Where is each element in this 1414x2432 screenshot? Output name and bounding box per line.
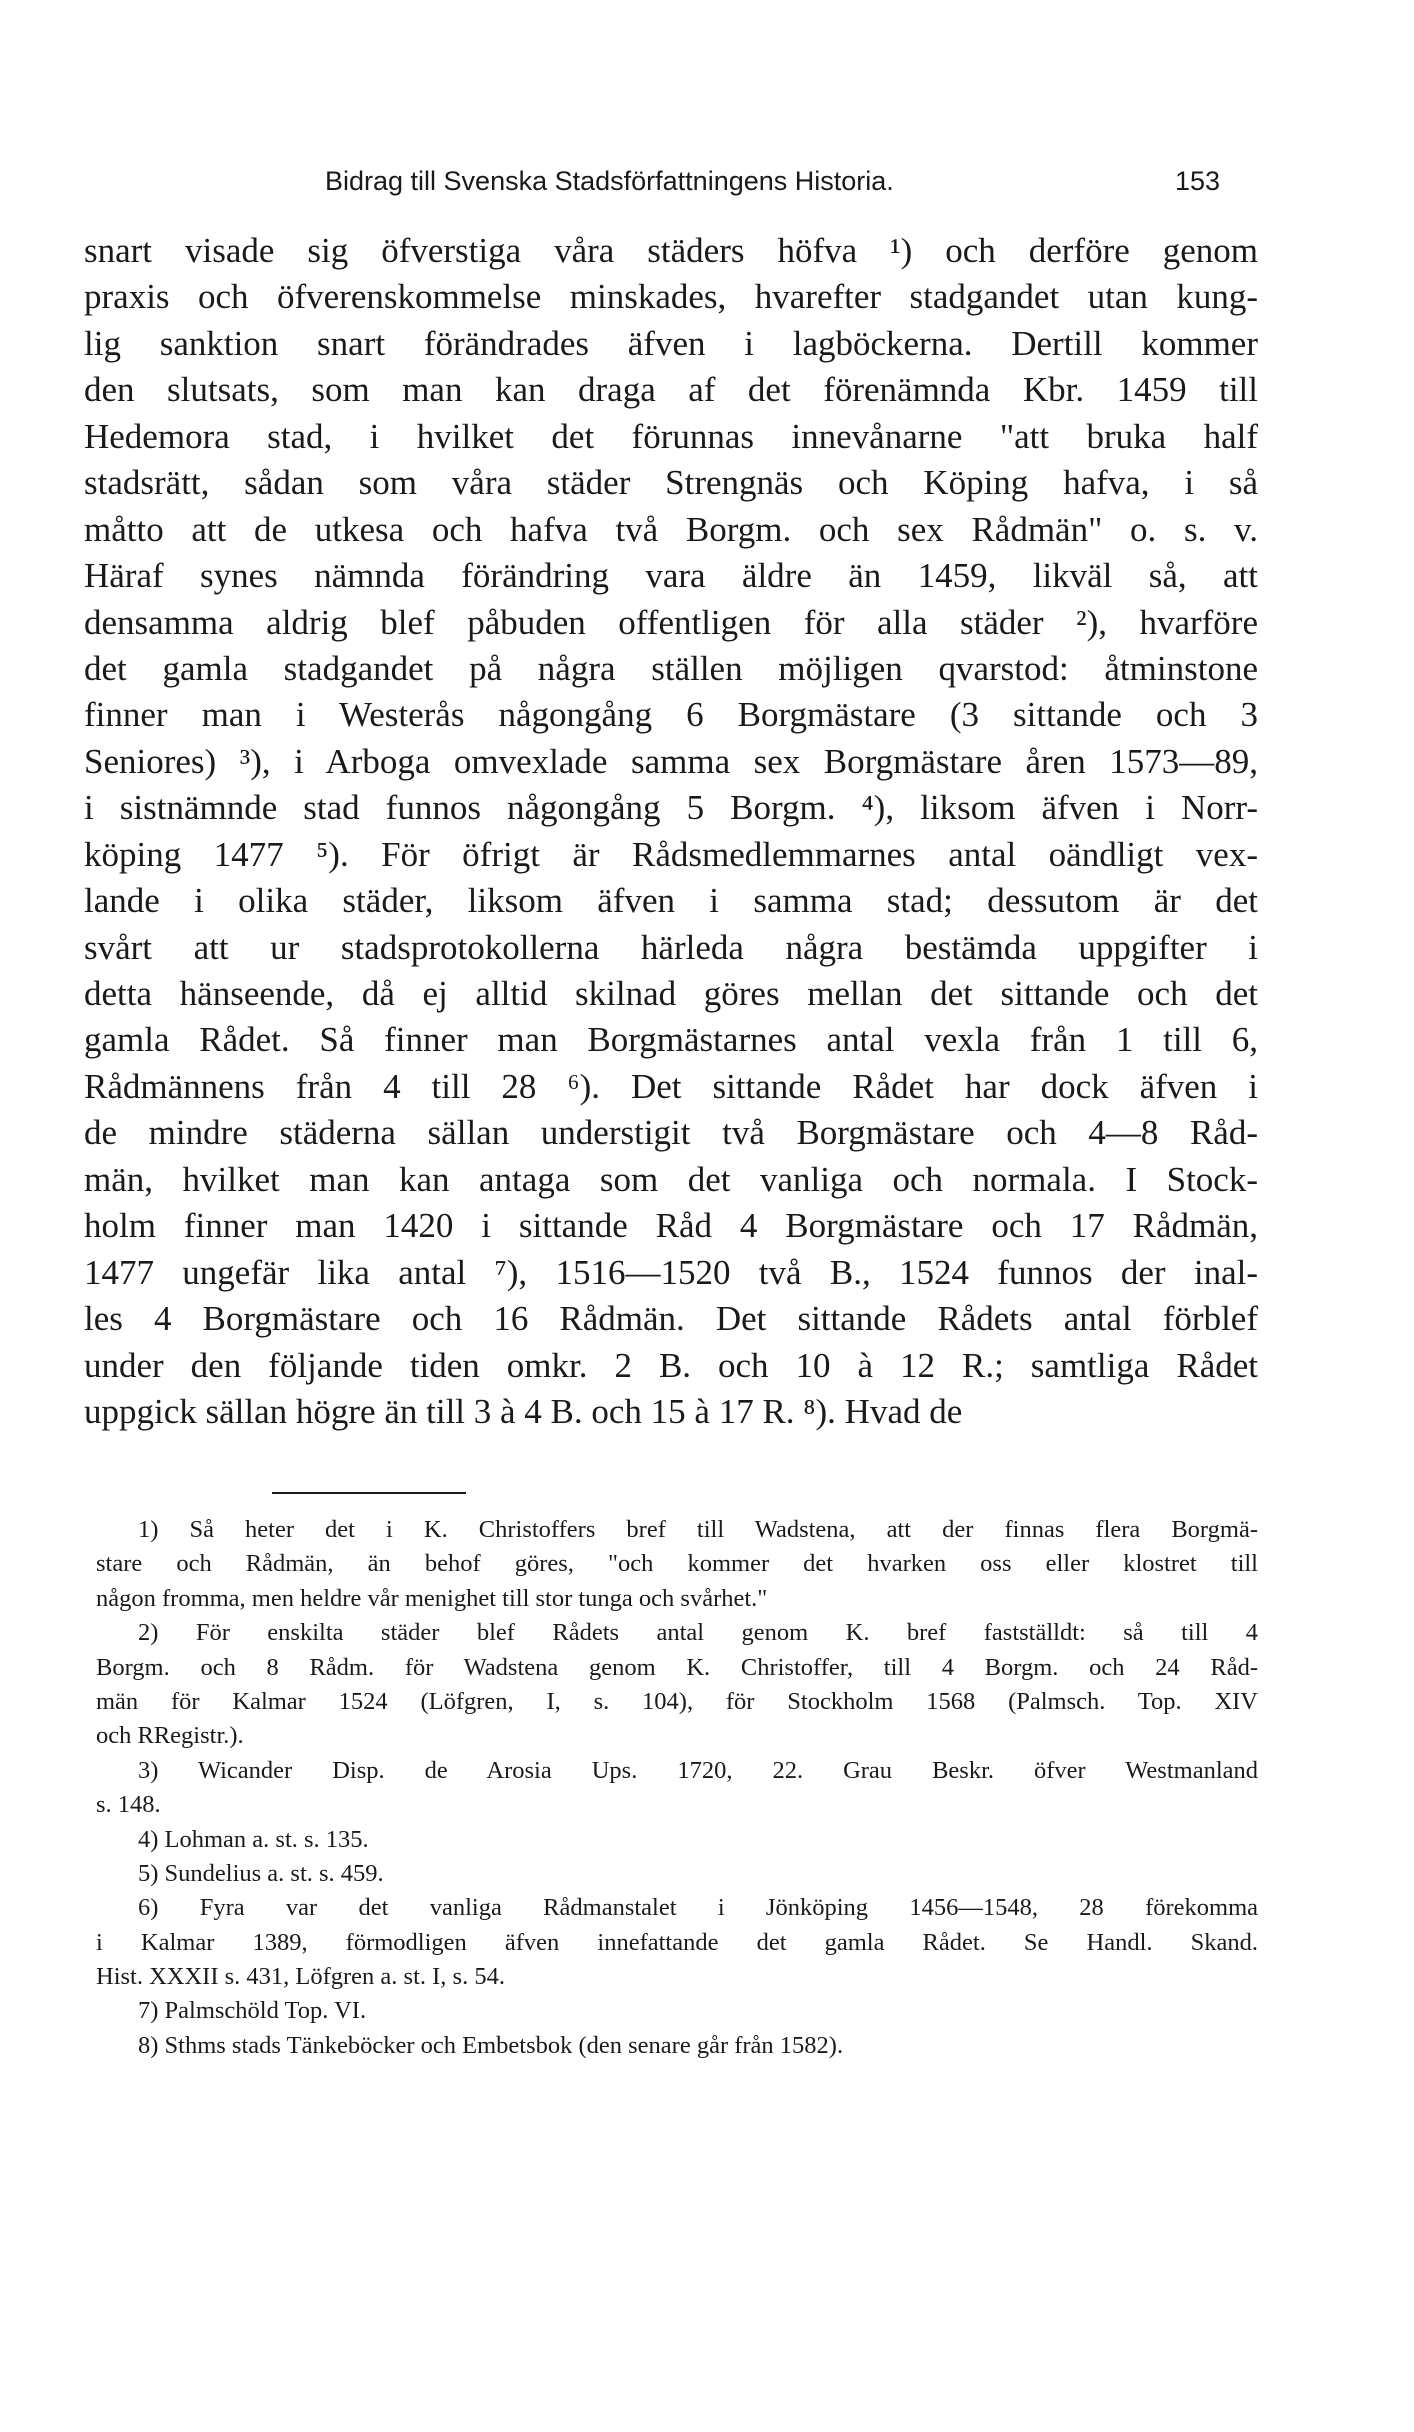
footnote-line: och RRegistr.). xyxy=(96,1722,244,1750)
footnote-line: 4) Lohman a. st. s. 135. xyxy=(138,1825,369,1853)
body-line: detta hänseende, då ej alltid skilnad göres mellan det sittande och det xyxy=(84,974,1258,1013)
footnote-line: 5) Sundelius a. st. s. 459. xyxy=(138,1859,384,1887)
footnote-line: någon fromma, men heldre vår menighet till stor tunga och svårhet." xyxy=(96,1584,768,1612)
body-line: uppgick sällan högre än till 3 à 4 B. och 15 à 17 R. ⁸). Hvad de xyxy=(84,1391,963,1431)
body-line: finner man i Westerås någongång 6 Borgmästare (3 sittande och 3 xyxy=(84,695,1258,735)
body-line: snart visade sig öfverstiga våra städers höfva ¹) och derföre genom xyxy=(84,231,1258,270)
body-line: måtto att de utkesa och hafva två Borgm. och sex Rådmän" o. s. v. xyxy=(84,509,1258,549)
body-line: 1477 ungefär lika antal ⁷), 1516—1520 två B., 1524 funnos der inal- xyxy=(84,1252,1258,1292)
footnote-line: 6) Fyra var det vanliga Rådmanstalet i Jönköping 1456—1548, 28 förekomma xyxy=(138,1894,1258,1922)
body-line: holm finner man 1420 i sittande Råd 4 Borgmästare och 17 Rådmän, xyxy=(84,1206,1258,1246)
footnote-line: 2) För enskilta städer blef Rådets antal genom K. bref fastställdt: så till 4 xyxy=(138,1619,1258,1647)
body-line: densamma aldrig blef påbuden offentligen för alla städer ²), hvarföre xyxy=(84,602,1258,642)
footnotes xyxy=(96,1513,1258,2063)
footnote-line: i Kalmar 1389, förmodligen äfven innefattande det gamla Rådet. Se Handl. Skand. xyxy=(96,1928,1258,1956)
body-line: under den följande tiden omkr. 2 B. och 10 à 12 R.; samtliga Rådet xyxy=(84,1345,1258,1385)
body-line: lande i olika städer, liksom äfven i samma stad; dessutom är det xyxy=(84,881,1258,921)
body-line: män, hvilket man kan antaga som det vanliga och normala. I Stock- xyxy=(84,1159,1258,1199)
running-title: Bidrag till Svenska Stadsförfattningens Historia. xyxy=(325,166,894,196)
body-line: Rådmännens från 4 till 28 ⁶). Det sittande Rådet har dock äfven i xyxy=(84,1066,1258,1106)
footnote-line: 7) Palmschöld Top. VI. xyxy=(138,1997,367,2025)
body-line: gamla Rådet. Så finner man Borgmästarnes antal vexla från 1 till 6, xyxy=(84,1020,1258,1060)
footnote-divider xyxy=(272,1492,466,1494)
body-line: den slutsats, som man kan draga af det förenämnda Kbr. 1459 till xyxy=(84,370,1258,410)
body-line: praxis och öfverenskommelse minskades, hvarefter stadgandet utan kung- xyxy=(84,277,1258,317)
body-line: stadsrätt, sådan som våra städer Strengnäs och Köping hafva, i så xyxy=(84,463,1258,503)
body-text xyxy=(84,228,1258,1435)
footnote-line: Hist. XXXII s. 431, Löfgren a. st. I, s. 54. xyxy=(96,1963,505,1991)
body-line: Hedemora stad, i hvilket det förunnas innevånarne "att bruka half xyxy=(84,416,1258,456)
footnote-line: 3) Wicander Disp. de Arosia Ups. 1720, 22. Grau Beskr. öfver Westmanland xyxy=(138,1756,1258,1784)
body-line: det gamla stadgandet på några ställen möjligen qvarstod: åtminstone xyxy=(84,648,1258,688)
footnote-line: män för Kalmar 1524 (Löfgren, I, s. 104), för Stockholm 1568 (Palmsch. Top. XIV xyxy=(96,1687,1258,1715)
body-line: köping 1477 ⁵). För öfrigt är Rådsmedlemmarnes antal oändligt vex- xyxy=(84,834,1258,874)
footnote-line: s. 148. xyxy=(96,1791,161,1819)
body-line: svårt att ur stadsprotokollerna härleda några bestämda uppgifter i xyxy=(84,927,1258,967)
body-line: les 4 Borgmästare och 16 Rådmän. Det sittande Rådets antal förblef xyxy=(84,1299,1258,1339)
page-number: 153 xyxy=(1174,166,1220,196)
running-header xyxy=(325,166,1220,206)
body-line: Häraf synes nämnda förändring vara äldre än 1459, likväl så, att xyxy=(84,556,1258,596)
footnote-line: 1) Så heter det i K. Christoffers bref till Wadstena, att der finnas flera Borgmä- xyxy=(138,1516,1258,1543)
body-line: de mindre städerna sällan understigit två Borgmästare och 4—8 Råd- xyxy=(84,1113,1258,1153)
footnote-line: Borgm. och 8 Rådm. för Wadstena genom K. Christoffer, till 4 Borgm. och 24 Råd- xyxy=(96,1653,1258,1681)
body-line: i sistnämnde stad funnos någongång 5 Borgm. ⁴), liksom äfven i Norr- xyxy=(84,788,1258,828)
footnote-line: 8) Sthms stads Tänkeböcker och Embetsbok (den senare går från 1582). xyxy=(138,2031,844,2059)
body-line: Seniores) ³), i Arboga omvexlade samma sex Borgmästare åren 1573—89, xyxy=(84,741,1258,781)
body-line: lig sanktion snart förändrades äfven i lagböckerna. Dertill kommer xyxy=(84,323,1258,363)
footnote-line: stare och Rådmän, än behof göres, "och kommer det hvarken oss eller klostret till xyxy=(96,1550,1258,1578)
